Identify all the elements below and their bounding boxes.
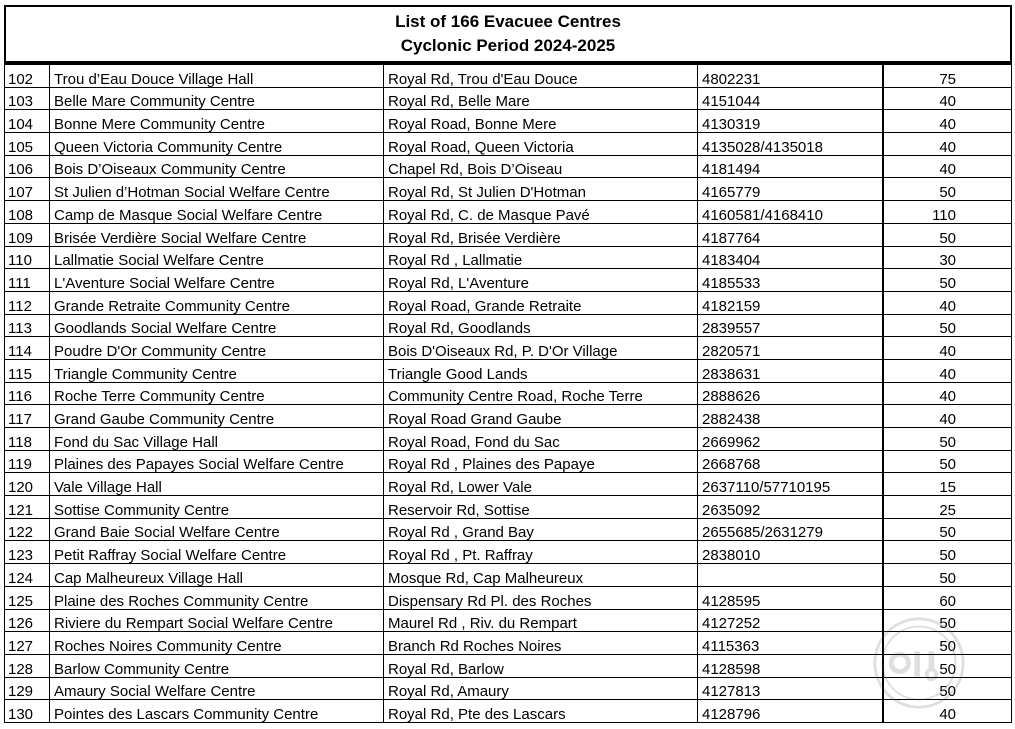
centre-phone-cell: 4187764 xyxy=(698,223,884,246)
centre-capacity-cell: 40 xyxy=(883,155,1012,178)
centre-capacity-cell: 15 xyxy=(883,473,1012,496)
centre-address-cell: Reservoir Rd, Sottise xyxy=(384,496,698,519)
centre-capacity-cell: 40 xyxy=(883,87,1012,110)
centre-name-cell: Goodlands Social Welfare Centre xyxy=(50,314,384,337)
centre-name-cell: Belle Mare Community Centre xyxy=(50,87,384,110)
table-row xyxy=(5,155,1012,178)
table-row xyxy=(5,473,1012,496)
centre-capacity-cell: 50 xyxy=(883,609,1012,632)
centre-capacity-cell: 50 xyxy=(883,428,1012,451)
table-row xyxy=(5,178,1012,201)
table-row xyxy=(5,87,1012,110)
centre-capacity-cell: 50 xyxy=(883,450,1012,473)
centre-phone-cell: 4181494 xyxy=(698,155,884,178)
centre-address-cell: Dispensary Rd Pl. des Roches xyxy=(384,586,698,609)
centre-number-cell: 130 xyxy=(5,700,50,723)
centre-address-cell: Mosque Rd, Cap Malheureux xyxy=(384,564,698,587)
centre-phone-cell: 2655685/2631279 xyxy=(698,518,884,541)
centre-address-cell: Royal Rd, L'Aventure xyxy=(384,269,698,292)
centre-phone-cell: 2820571 xyxy=(698,337,884,360)
centre-capacity-cell: 50 xyxy=(883,564,1012,587)
centre-number-cell: 122 xyxy=(5,518,50,541)
centre-address-cell: Royal Rd, Goodlands xyxy=(384,314,698,337)
centre-number-cell: 117 xyxy=(5,405,50,428)
centre-name-cell: Poudre D'Or Community Centre xyxy=(50,337,384,360)
centre-name-cell: Grand Gaube Community Centre xyxy=(50,405,384,428)
centre-address-cell: Maurel Rd , Riv. du Rempart xyxy=(384,609,698,632)
centre-number-cell: 123 xyxy=(5,541,50,564)
centre-name-cell: Riviere du Rempart Social Welfare Centre xyxy=(50,609,384,632)
centre-phone-cell: 2838631 xyxy=(698,359,884,382)
table-row xyxy=(5,700,1012,723)
centre-phone-cell: 4160581/4168410 xyxy=(698,201,884,224)
centre-number-cell: 120 xyxy=(5,473,50,496)
table-row xyxy=(5,496,1012,519)
table-row xyxy=(5,382,1012,405)
centre-capacity-cell: 40 xyxy=(883,405,1012,428)
centre-name-cell: Cap Malheureux Village Hall xyxy=(50,564,384,587)
centre-name-cell: Fond du Sac Village Hall xyxy=(50,428,384,451)
centre-number-cell: 128 xyxy=(5,654,50,677)
centre-address-cell: Royal Rd, Trou d'Eau Douce xyxy=(384,64,698,87)
table-row xyxy=(5,337,1012,360)
centre-name-cell: Petit Raffray Social Welfare Centre xyxy=(50,541,384,564)
centre-capacity-cell: 40 xyxy=(883,382,1012,405)
centre-number-cell: 129 xyxy=(5,677,50,700)
centre-name-cell: Lallmatie Social Welfare Centre xyxy=(50,246,384,269)
table-row xyxy=(5,564,1012,587)
centre-number-cell: 103 xyxy=(5,87,50,110)
centre-phone-cell: 4115363 xyxy=(698,632,884,655)
centre-address-cell: Royal Road, Grande Retraite xyxy=(384,291,698,314)
centre-number-cell: 119 xyxy=(5,450,50,473)
centre-address-cell: Royal Road, Queen Victoria xyxy=(384,133,698,156)
centre-capacity-cell: 40 xyxy=(883,133,1012,156)
centre-address-cell: Royal Rd , Pt. Raffray xyxy=(384,541,698,564)
centre-capacity-cell: 30 xyxy=(883,246,1012,269)
centre-name-cell: Trou d’Eau Douce Village Hall xyxy=(50,64,384,87)
table-title-box xyxy=(4,5,1012,63)
table-row xyxy=(5,359,1012,382)
centre-name-cell: Vale Village Hall xyxy=(50,473,384,496)
centre-name-cell: Sottise Community Centre xyxy=(50,496,384,519)
centre-number-cell: 115 xyxy=(5,359,50,382)
table-row xyxy=(5,64,1012,87)
centre-phone-cell: 4127813 xyxy=(698,677,884,700)
centre-capacity-cell: 40 xyxy=(883,291,1012,314)
centre-number-cell: 109 xyxy=(5,223,50,246)
centre-capacity-cell: 50 xyxy=(883,677,1012,700)
centre-number-cell: 102 xyxy=(5,64,50,87)
centre-capacity-cell: 50 xyxy=(883,178,1012,201)
table-row xyxy=(5,314,1012,337)
centre-phone-cell: 4127252 xyxy=(698,609,884,632)
centre-phone-cell: 4128796 xyxy=(698,700,884,723)
centre-name-cell: Plaines des Papayes Social Welfare Centre xyxy=(50,450,384,473)
centre-phone-cell: 2635092 xyxy=(698,496,884,519)
table-row xyxy=(5,654,1012,677)
centre-number-cell: 112 xyxy=(5,291,50,314)
centre-address-cell: Royal Rd, Amaury xyxy=(384,677,698,700)
centre-name-cell: Plaine des Roches Community Centre xyxy=(50,586,384,609)
centre-address-cell: Bois D'Oiseaux Rd, P. D'Or Village xyxy=(384,337,698,360)
centre-phone-cell: 2668768 xyxy=(698,450,884,473)
centre-phone-cell: 2669962 xyxy=(698,428,884,451)
table-row xyxy=(5,269,1012,292)
centre-name-cell: Bonne Mere Community Centre xyxy=(50,110,384,133)
centre-name-cell: Roche Terre Community Centre xyxy=(50,382,384,405)
centre-capacity-cell: 50 xyxy=(883,518,1012,541)
table-row xyxy=(5,632,1012,655)
centre-phone-cell: 4183404 xyxy=(698,246,884,269)
centre-number-cell: 107 xyxy=(5,178,50,201)
centre-number-cell: 121 xyxy=(5,496,50,519)
centre-phone-cell: 4128598 xyxy=(698,654,884,677)
centre-number-cell: 114 xyxy=(5,337,50,360)
watermark-logo-icon xyxy=(871,615,967,711)
centre-number-cell: 104 xyxy=(5,110,50,133)
centre-address-cell: Royal Rd, Pte des Lascars xyxy=(384,700,698,723)
centre-capacity-cell: 40 xyxy=(883,110,1012,133)
centre-number-cell: 124 xyxy=(5,564,50,587)
centre-capacity-cell: 110 xyxy=(883,201,1012,224)
centre-capacity-cell: 50 xyxy=(883,314,1012,337)
centre-address-cell: Royal Rd, Lower Vale xyxy=(384,473,698,496)
centre-number-cell: 108 xyxy=(5,201,50,224)
centre-address-cell: Royal Rd, St Julien D'Hotman xyxy=(384,178,698,201)
centre-address-cell: Branch Rd Roches Noires xyxy=(384,632,698,655)
centre-name-cell: Grande Retraite Community Centre xyxy=(50,291,384,314)
centre-address-cell: Community Centre Road, Roche Terre xyxy=(384,382,698,405)
centre-capacity-cell: 50 xyxy=(883,269,1012,292)
table-row xyxy=(5,291,1012,314)
centre-number-cell: 116 xyxy=(5,382,50,405)
centre-number-cell: 126 xyxy=(5,609,50,632)
centre-name-cell: Barlow Community Centre xyxy=(50,654,384,677)
centre-number-cell: 110 xyxy=(5,246,50,269)
table-row xyxy=(5,428,1012,451)
centre-address-cell: Chapel Rd, Bois D’Oiseau xyxy=(384,155,698,178)
table-row xyxy=(5,609,1012,632)
centre-name-cell: Pointes des Lascars Community Centre xyxy=(50,700,384,723)
centre-capacity-cell: 40 xyxy=(883,359,1012,382)
centre-number-cell: 127 xyxy=(5,632,50,655)
centre-address-cell: Royal Road, Fond du Sac xyxy=(384,428,698,451)
centre-address-cell: Royal Road Grand Gaube xyxy=(384,405,698,428)
evacuee-centres-table xyxy=(4,63,1012,723)
centre-phone-cell: 4165779 xyxy=(698,178,884,201)
centre-number-cell: 111 xyxy=(5,269,50,292)
table-row xyxy=(5,246,1012,269)
centre-phone-cell: 4135028/4135018 xyxy=(698,133,884,156)
centre-capacity-cell: 50 xyxy=(883,541,1012,564)
table-row xyxy=(5,677,1012,700)
centre-address-cell: Royal Road, Bonne Mere xyxy=(384,110,698,133)
centre-name-cell: Grand Baie Social Welfare Centre xyxy=(50,518,384,541)
table-body xyxy=(5,64,1012,722)
centre-phone-cell: 4128595 xyxy=(698,586,884,609)
centre-name-cell: Bois D’Oiseaux Community Centre xyxy=(50,155,384,178)
centre-capacity-cell: 40 xyxy=(883,700,1012,723)
table-row xyxy=(5,518,1012,541)
centre-phone-cell: 4151044 xyxy=(698,87,884,110)
centre-phone-cell: 2882438 xyxy=(698,405,884,428)
centre-number-cell: 106 xyxy=(5,155,50,178)
table-subtitle: Cyclonic Period 2024-2025 xyxy=(400,36,616,55)
table-row xyxy=(5,223,1012,246)
table-row xyxy=(5,450,1012,473)
centre-phone-cell xyxy=(698,564,884,587)
centre-phone-cell: 4130319 xyxy=(698,110,884,133)
centre-name-cell: Triangle Community Centre xyxy=(50,359,384,382)
centre-name-cell: L'Aventure Social Welfare Centre xyxy=(50,269,384,292)
centre-phone-cell: 2838010 xyxy=(698,541,884,564)
centre-address-cell: Royal Rd, C. de Masque Pavé xyxy=(384,201,698,224)
centre-address-cell: Triangle Good Lands xyxy=(384,359,698,382)
centre-name-cell: St Julien d’Hotman Social Welfare Centre xyxy=(50,178,384,201)
centre-capacity-cell: 60 xyxy=(883,586,1012,609)
centre-name-cell: Camp de Masque Social Welfare Centre xyxy=(50,201,384,224)
centre-phone-cell: 4182159 xyxy=(698,291,884,314)
table-row xyxy=(5,133,1012,156)
centre-capacity-cell: 50 xyxy=(883,654,1012,677)
evacuee-centres-sheet xyxy=(4,5,1012,723)
table-row xyxy=(5,405,1012,428)
centre-capacity-cell: 50 xyxy=(883,632,1012,655)
table-row xyxy=(5,110,1012,133)
centre-name-cell: Brisée Verdière Social Welfare Centre xyxy=(50,223,384,246)
centre-phone-cell: 4185533 xyxy=(698,269,884,292)
centre-address-cell: Royal Rd, Barlow xyxy=(384,654,698,677)
centre-number-cell: 118 xyxy=(5,428,50,451)
centre-capacity-cell: 40 xyxy=(883,337,1012,360)
centre-capacity-cell: 25 xyxy=(883,496,1012,519)
centre-phone-cell: 2839557 xyxy=(698,314,884,337)
centre-phone-cell: 4802231 xyxy=(698,64,884,87)
centre-address-cell: Royal Rd , Lallmatie xyxy=(384,246,698,269)
centre-number-cell: 113 xyxy=(5,314,50,337)
table-title: List of 166 Evacuee Centres xyxy=(395,12,621,31)
centre-number-cell: 105 xyxy=(5,133,50,156)
centre-phone-cell: 2888626 xyxy=(698,382,884,405)
centre-address-cell: Royal Rd, Brisée Verdière xyxy=(384,223,698,246)
centre-address-cell: Royal Rd, Belle Mare xyxy=(384,87,698,110)
centre-address-cell: Royal Rd , Grand Bay xyxy=(384,518,698,541)
centre-capacity-cell: 75 xyxy=(883,64,1012,87)
centre-phone-cell: 2637110/57710195 xyxy=(698,473,884,496)
centre-capacity-cell: 50 xyxy=(883,223,1012,246)
table-row xyxy=(5,201,1012,224)
table-row xyxy=(5,541,1012,564)
table-row xyxy=(5,586,1012,609)
centre-name-cell: Roches Noires Community Centre xyxy=(50,632,384,655)
centre-name-cell: Queen Victoria Community Centre xyxy=(50,133,384,156)
centre-number-cell: 125 xyxy=(5,586,50,609)
centre-name-cell: Amaury Social Welfare Centre xyxy=(50,677,384,700)
centre-address-cell: Royal Rd , Plaines des Papaye xyxy=(384,450,698,473)
